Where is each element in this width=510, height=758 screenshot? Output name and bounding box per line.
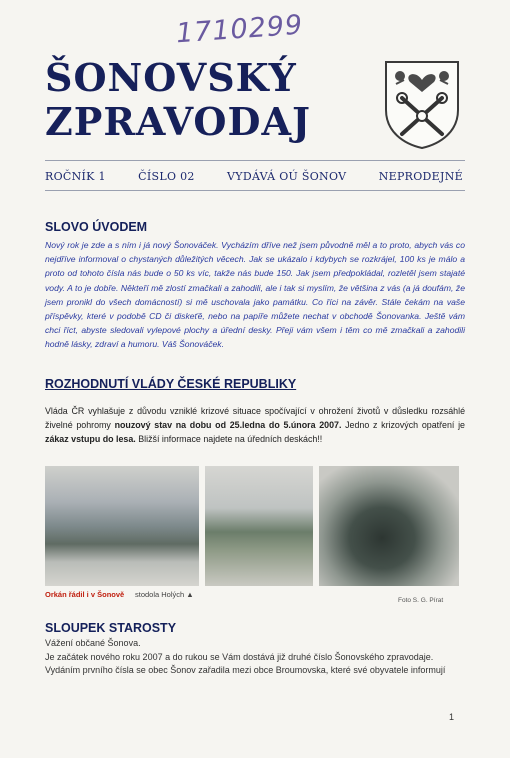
issue-price: NEPRODEJNÉ xyxy=(378,170,463,183)
issue-number: ČÍSLO 02 xyxy=(138,170,195,183)
masthead-line-2: ZPRAVODAJ xyxy=(45,99,311,144)
intro-text: Nový rok je zde a s ním i já nový Šonováček. Vycházím dříve než jsem původně měl a to proto, abych vás co nejdříve informoval o chystaných důležitých věcech. Jak se ukázalo i kdybych se rozkrájel, 100 ks je málo a proto od tohoto čísla nás bude o 50 ks víc, takže nás bude 150. Jak jsem předpokládal, rozletěl jsem stajaté vody. A to je dobře. Někteří mě zlostí zmačkali a zahodili, ale i tak si myslím, že většina z vás (a já doufám, že jsem pronikl do všech domácností) si mě uschovala jako památku. Co říci na závěr. Stále čekám na vaše příspěvky, které v podobě CD či diskeťě, nebo na papíře můžete nechat v obchodě Šonovanka. Ještě vám chci říct, abyste sledovali vylepové plochy a úřední desky. Přeji vám všem i těm co mě zmačkali a zahodili hodně lásky, zdraví a humoru. Váš Šonováček. xyxy=(45,240,465,350)
issue-info-bar xyxy=(45,170,463,183)
photo-caption: Orkán řádil i v Šonově xyxy=(45,590,125,599)
storm-photo-left xyxy=(45,466,199,586)
intro-heading: SLOVO ÚVODEM xyxy=(45,220,148,234)
masthead-divider-bottom xyxy=(45,190,465,191)
decision-text-part-1: Vláda ČR vyhlašuje z důvodu vzniklé krizové situace spočívající v ohrožení životů v důsledku rozsáhlé živelné pohromy xyxy=(45,406,465,430)
decision-heading: ROZHODNUTÍ VLÁDY ČESKÉ REPUBLIKY xyxy=(45,377,297,391)
mayor-column-heading: SLOUPEK STAROSTY xyxy=(45,621,177,635)
decision-text-part-2: Jedno z krizových opatření je xyxy=(341,420,465,430)
municipal-crest-icon xyxy=(382,58,462,150)
mayor-line-2: Vydáním prvního čísla se obec Šonov zařadila mezi obce Broumovska, které své obyvatele informují xyxy=(45,665,446,675)
photo-caption-barn: stodola Holých ▲ xyxy=(135,590,194,599)
storm-photo-middle xyxy=(205,466,313,586)
decision-emergency-dates: nouzový stav na dobu od 25.ledna do 5.února 2007. xyxy=(114,420,342,430)
issue-publisher: VYDÁVÁ OÚ ŠONOV xyxy=(227,170,347,183)
handwritten-archive-number: 1710299 xyxy=(175,9,305,50)
decision-text-part-3: Bližší informace najdete na úředních deskách!! xyxy=(135,434,323,444)
mayor-greeting: Vážení občané Šonova. xyxy=(45,638,141,648)
mayor-line-1: Je začátek nového roku 2007 a do rukou se Vám dostává již druhé číslo Šonovského zpravodaje. xyxy=(45,651,434,662)
masthead-divider-top xyxy=(45,160,465,161)
mayor-column-text xyxy=(45,637,445,678)
masthead-title xyxy=(45,56,311,144)
decision-text xyxy=(45,404,465,446)
page-number: 1 xyxy=(449,712,455,722)
photo-credit: Foto S. G. Pírat xyxy=(398,597,444,604)
issue-volume: ROČNÍK 1 xyxy=(45,170,106,183)
decision-forest-ban: zákaz vstupu do lesa. xyxy=(45,434,136,444)
masthead-line-1: ŠONOVSKÝ xyxy=(45,55,297,100)
storm-photo-right xyxy=(319,466,459,586)
